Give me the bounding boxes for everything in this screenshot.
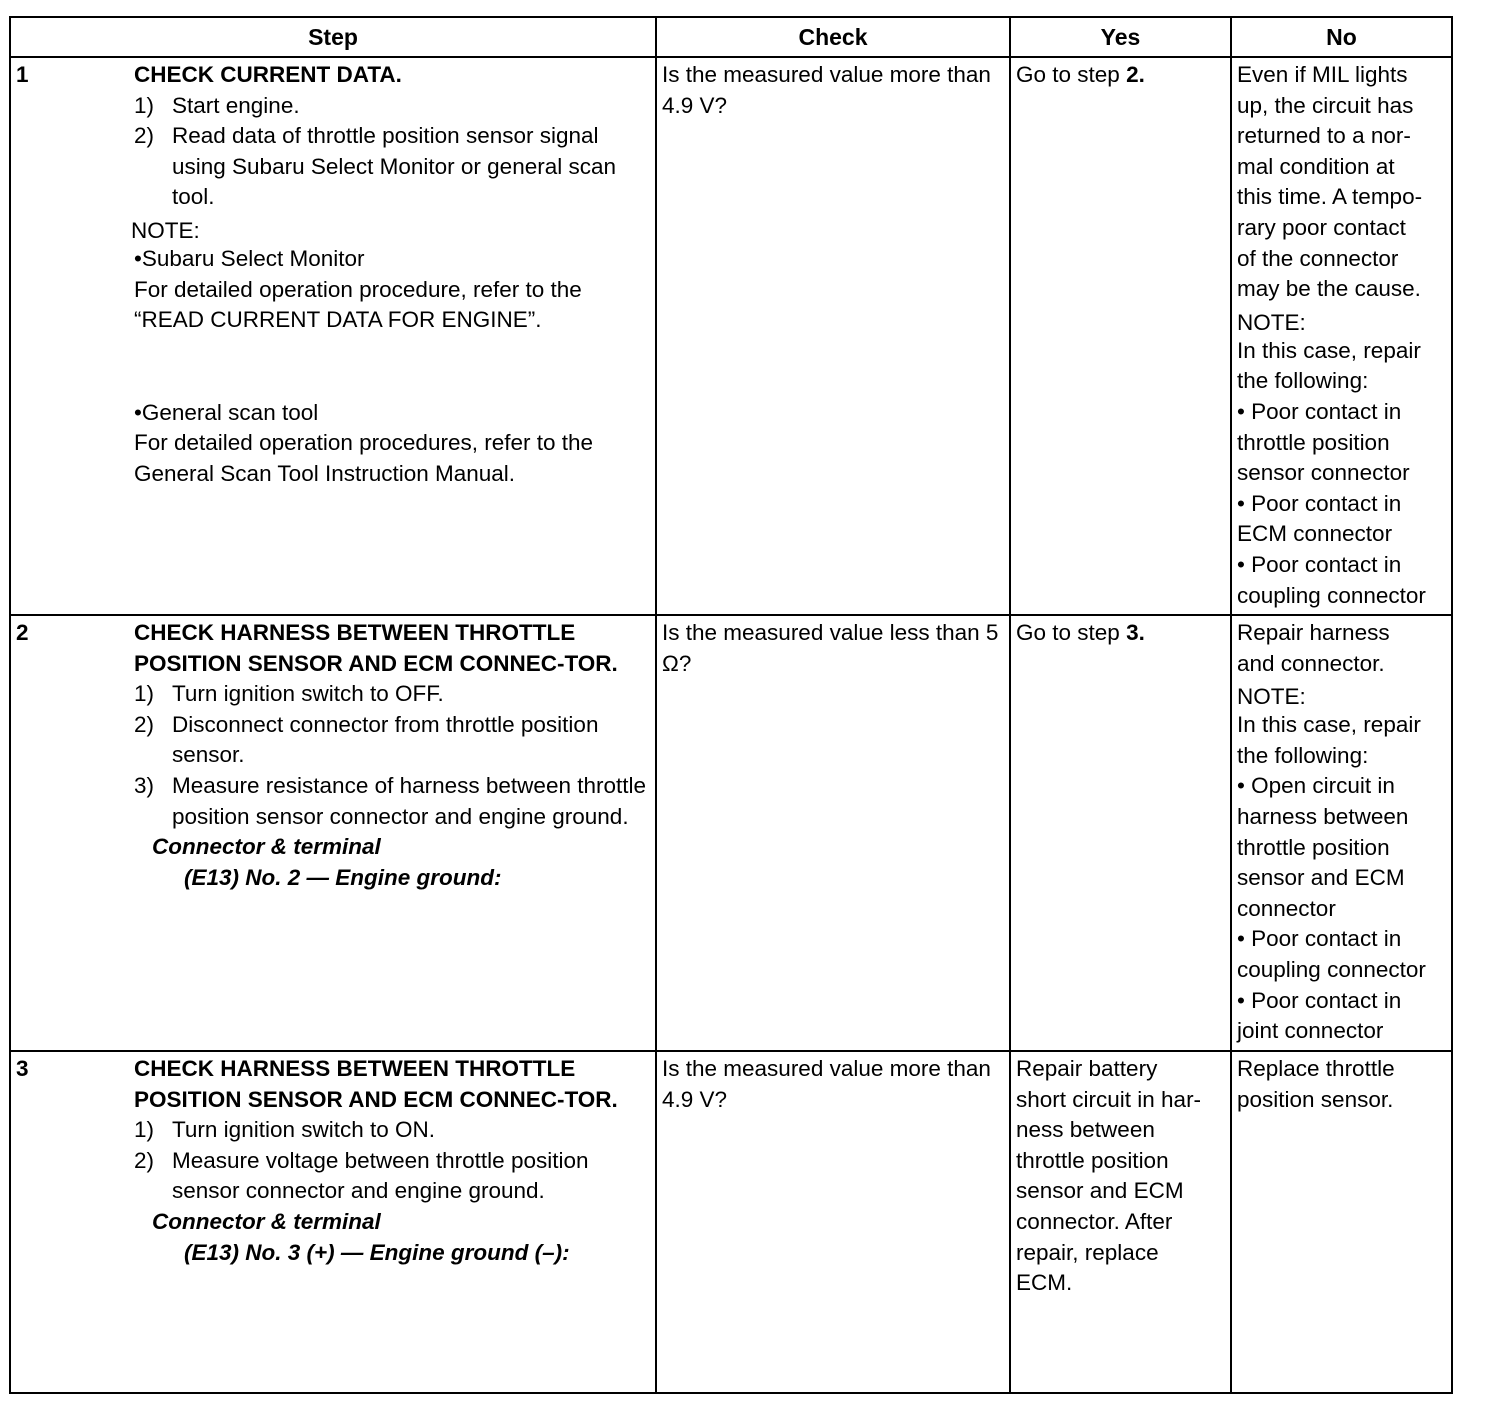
connector-label: Connector & terminal	[152, 834, 381, 860]
step-number: 1	[16, 62, 29, 87]
step-title: CHECK HARNESS BETWEEN THROTTLE POSITION SENSOR AND ECM CONNEC-TOR.	[134, 620, 618, 676]
check-cell: Is the measured value more than 4.9 V?	[656, 57, 1010, 615]
yes-cell	[1010, 1051, 1231, 1393]
note-label: NOTE:	[1237, 309, 1306, 335]
check-cell: Is the measured value less than 5 Ω?	[656, 615, 1010, 1051]
note-label: NOTE:	[131, 217, 200, 243]
no-cell	[1231, 57, 1452, 615]
header-check: Check	[656, 17, 1010, 57]
procedure-item: 1) Start engine.	[134, 92, 300, 118]
diagnostic-procedure-table	[9, 16, 1453, 1394]
note-line: For detailed operation procedure, refer to the “READ CURRENT DATA FOR ENGINE”.	[134, 276, 582, 333]
connector-detail: (E13) No. 3 (+) — Engine ground (–):	[184, 1239, 570, 1265]
bullet-item: • Open circuit in harness between throttle position sensor and ECM connector	[1237, 773, 1409, 921]
step-number: 2	[16, 620, 29, 645]
step-cell	[10, 57, 656, 615]
bullet-item: • Poor contact in ECM connector	[1237, 490, 1402, 547]
step-cell	[10, 615, 656, 1051]
procedure-item: 3) Measure resistance of harness between throttle position sensor connector and engine ground.	[134, 772, 647, 829]
header-step: Step	[10, 17, 656, 57]
note-line: For detailed operation procedures, refer to the General Scan Tool Instruction Manual.	[134, 430, 594, 486]
step-cell	[10, 1051, 656, 1393]
bullet-item: • Poor contact in joint connector	[1237, 987, 1402, 1044]
no-text: Even if MIL lights up, the circuit has returned to a nor- mal condition at this time. A tempo- rary poor contact of the connector may be the cause.	[1237, 62, 1423, 302]
procedure-item: 1) Turn ignition switch to OFF.	[134, 681, 444, 707]
procedure-item: 2) Measure voltage between throttle position sensor connector and engine ground.	[134, 1147, 589, 1204]
table-row	[10, 1051, 1452, 1393]
procedure-item: 2) Disconnect connector from throttle position sensor.	[134, 711, 599, 768]
table-row	[10, 615, 1452, 1051]
no-text: Repair harness and connector.	[1237, 620, 1390, 676]
yes-text: Repair battery short circuit in har- ness between throttle position sensor and ECM connector. After repair, replace ECM.	[1016, 1056, 1202, 1296]
yes-cell: Go to step 2.	[1010, 57, 1231, 615]
connector-detail: (E13) No. 2 — Engine ground:	[184, 864, 502, 890]
yes-step-ref: 2.	[1126, 62, 1145, 87]
bullet-item: • Poor contact in throttle position sensor connector	[1237, 398, 1410, 486]
note-line: •Subaru Select Monitor	[134, 245, 365, 271]
yes-step-ref: 3.	[1126, 620, 1145, 645]
no-cell	[1231, 615, 1452, 1051]
step-title: CHECK HARNESS BETWEEN THROTTLE POSITION SENSOR AND ECM CONNEC-TOR.	[134, 1056, 618, 1112]
note-label: NOTE:	[1237, 684, 1306, 710]
bullet-item: • Poor contact in coupling connector	[1237, 926, 1426, 982]
note-line: •General scan tool	[134, 399, 319, 425]
step-number: 3	[16, 1056, 29, 1081]
header-yes: Yes	[1010, 17, 1231, 57]
table-row	[10, 57, 1452, 615]
no-text: Replace throttle position sensor.	[1237, 1056, 1395, 1112]
connector-label: Connector & terminal	[152, 1208, 381, 1234]
note-text: In this case, repair the following:	[1237, 712, 1421, 768]
yes-cell: Go to step 3.	[1010, 615, 1231, 1051]
check-cell: Is the measured value more than 4.9 V?	[656, 1051, 1010, 1393]
note-text: In this case, repair the following:	[1237, 337, 1421, 394]
header-row	[10, 17, 1452, 57]
no-cell	[1231, 1051, 1452, 1393]
step-title: CHECK CURRENT DATA.	[134, 62, 402, 87]
procedure-item: 2) Read data of throttle position sensor signal using Subaru Select Monitor or general scan tool.	[134, 123, 617, 210]
procedure-item: 1) Turn ignition switch to ON.	[134, 1117, 436, 1143]
header-no: No	[1231, 17, 1452, 57]
bullet-item: • Poor contact in coupling connector	[1237, 551, 1426, 608]
